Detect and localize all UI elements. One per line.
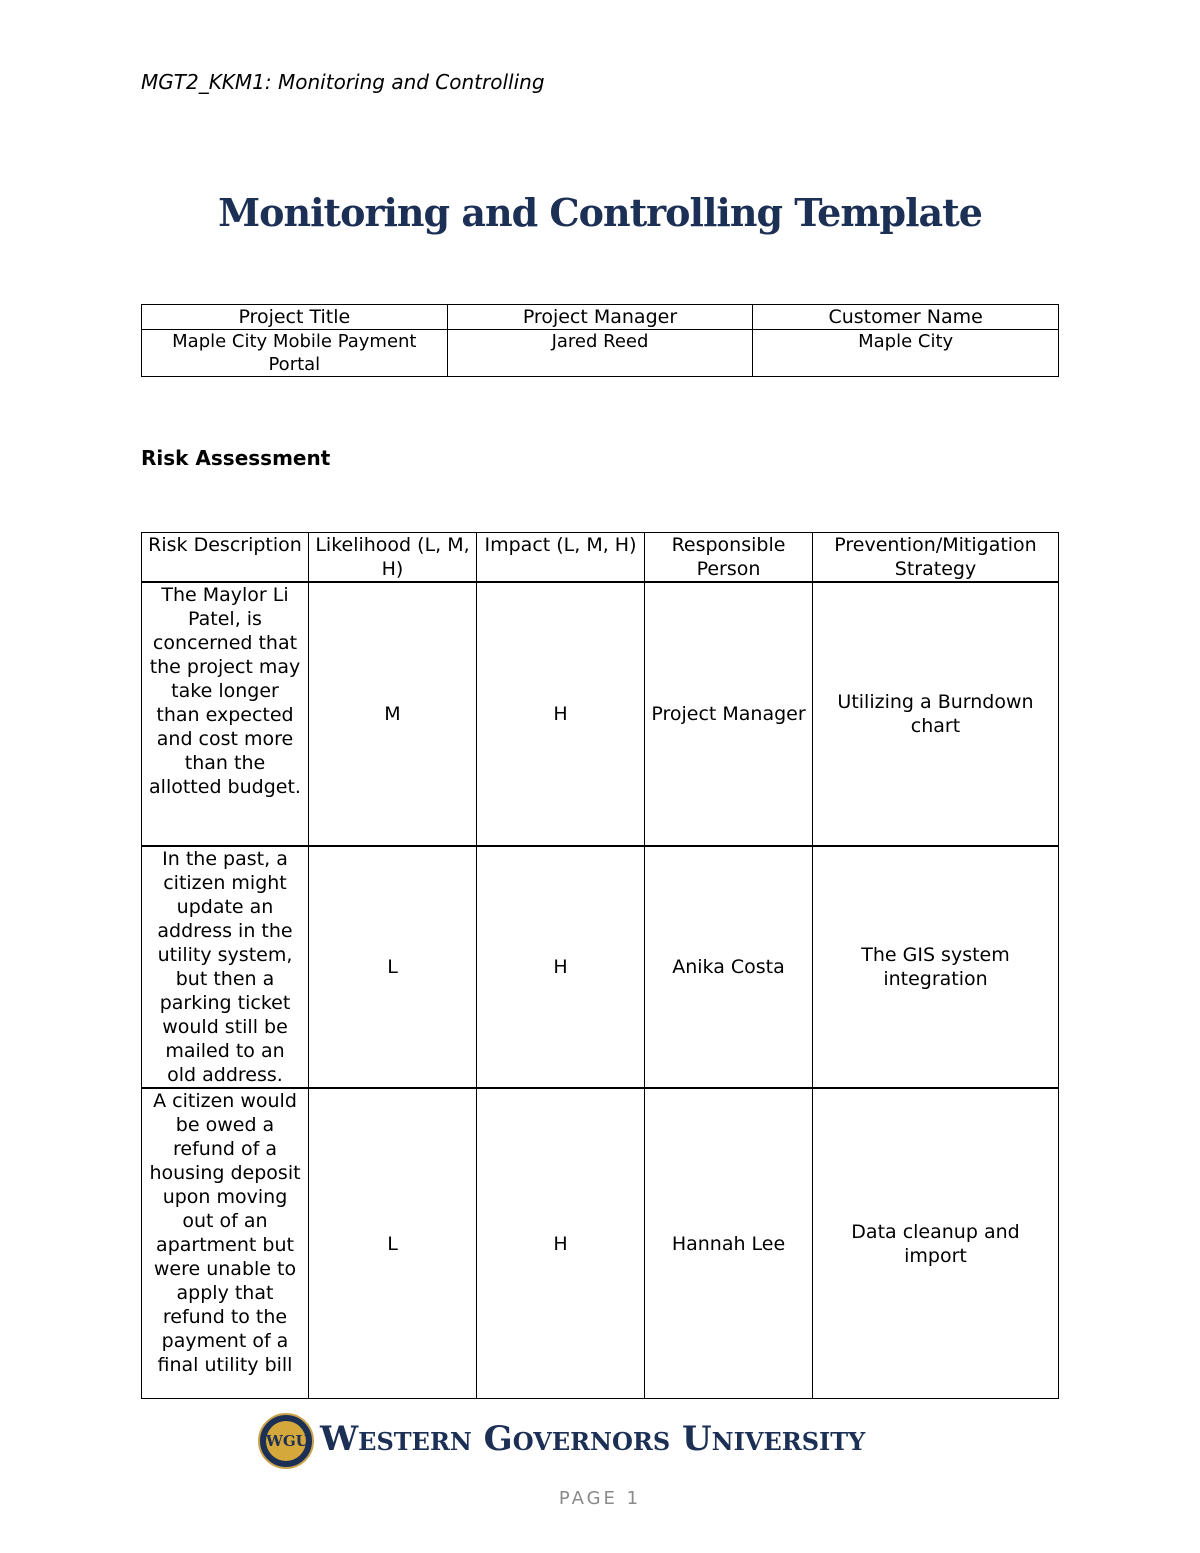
wgu-logo bbox=[258, 1413, 918, 1469]
page-number: PAGE 1 bbox=[558, 1488, 642, 1509]
seal-monogram: WGU bbox=[266, 1421, 306, 1461]
table-row bbox=[142, 582, 1059, 846]
mitigation-strategy-cell: Data cleanup and import bbox=[813, 1088, 1059, 1399]
project-manager-header: Project Manager bbox=[447, 305, 753, 330]
likelihood-cell: L bbox=[309, 1088, 477, 1399]
project-info-value-row bbox=[142, 330, 1059, 377]
running-header: MGT2_KKM1: Monitoring and Controlling bbox=[141, 70, 545, 94]
mitigation-strategy-header: Prevention/Mitigation Strategy bbox=[813, 533, 1059, 583]
responsible-person-cell: Project Manager bbox=[645, 582, 813, 846]
customer-name-value: Maple City bbox=[753, 330, 1059, 377]
risk-table-header-row bbox=[142, 533, 1059, 583]
project-info-table bbox=[141, 304, 1059, 377]
table-row bbox=[142, 1088, 1059, 1399]
responsible-person-header: Responsible Person bbox=[645, 533, 813, 583]
university-seal-icon bbox=[258, 1413, 314, 1469]
risk-description-cell: A citizen would be owed a refund of a housing deposit upon moving out of an apartment but were unable to apply that refund to the payment of a final utility bill bbox=[142, 1088, 309, 1399]
university-wordmark: Western Governors University bbox=[320, 1419, 866, 1459]
likelihood-cell: M bbox=[309, 582, 477, 846]
project-title-header: Project Title bbox=[142, 305, 448, 330]
project-manager-value: Jared Reed bbox=[447, 330, 753, 377]
project-title-value: Maple City Mobile Payment Portal bbox=[142, 330, 448, 377]
responsible-person-cell: Hannah Lee bbox=[645, 1088, 813, 1399]
impact-cell: H bbox=[477, 582, 645, 846]
project-info-header-row bbox=[142, 305, 1059, 330]
mitigation-strategy-cell: Utilizing a Burndown chart bbox=[813, 582, 1059, 846]
risk-table bbox=[141, 532, 1059, 1399]
impact-header: Impact (L, M, H) bbox=[477, 533, 645, 583]
likelihood-cell: L bbox=[309, 846, 477, 1088]
impact-cell: H bbox=[477, 846, 645, 1088]
risk-description-header: Risk Description bbox=[142, 533, 309, 583]
document-title: Monitoring and Controlling Template bbox=[218, 190, 982, 235]
table-row bbox=[142, 846, 1059, 1088]
risk-description-cell: The Maylor Li Patel, is concerned that the project may take longer than expected and cost more than the allotted budget. bbox=[142, 582, 309, 846]
customer-name-header: Customer Name bbox=[753, 305, 1059, 330]
likelihood-header: Likelihood (L, M, H) bbox=[309, 533, 477, 583]
risk-description-cell: In the past, a citizen might update an address in the utility system, but then a parking ticket would still be mailed to an old address. bbox=[142, 846, 309, 1088]
risk-assessment-heading: Risk Assessment bbox=[141, 446, 331, 470]
responsible-person-cell: Anika Costa bbox=[645, 846, 813, 1088]
impact-cell: H bbox=[477, 1088, 645, 1399]
mitigation-strategy-cell: The GIS system integration bbox=[813, 846, 1059, 1088]
